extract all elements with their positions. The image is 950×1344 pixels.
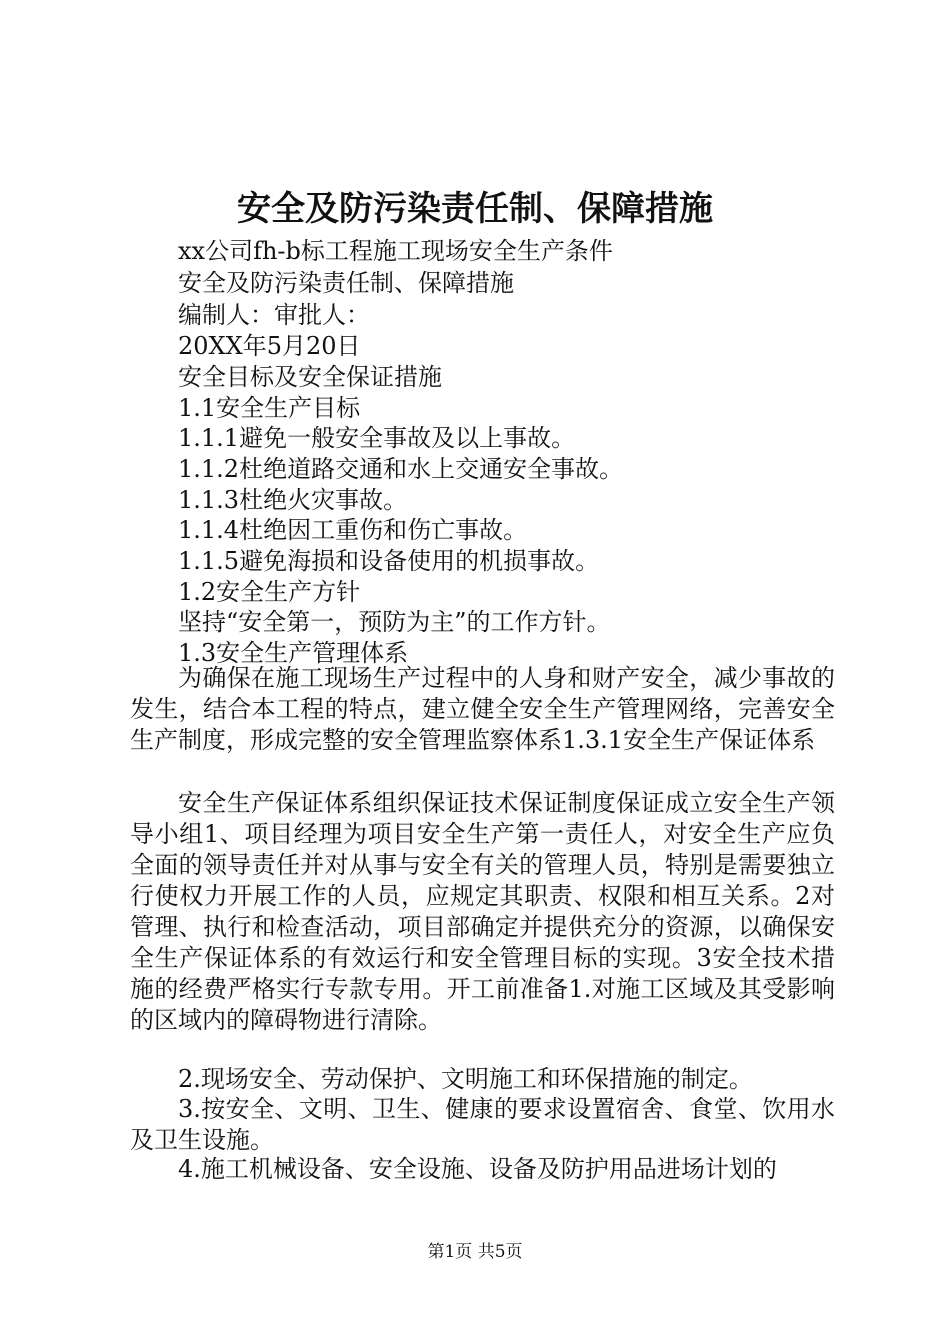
text-line: 20XX年5月20日 [178, 332, 361, 360]
body-paragraph: 3.按安全、文明、卫生、健康的要求设置宿舍、食堂、饮用水及卫生设施。 [130, 1095, 835, 1154]
text-line: 1.1安全生产目标 [178, 394, 361, 422]
page-footer: 第1页 共5页 [427, 1242, 523, 1262]
body-paragraph: 为确保在施工现场生产过程中的人身和财产安全，减少事故的发生，结合本工程的特点，建立健全安全生产管理网络，完善安全生产制度，形成完整的安全管理监察体系1.3.1安全生产保证体系 [130, 664, 835, 754]
text-line: 1.2安全生产方针 [178, 578, 361, 606]
text-line: 1.1.2杜绝道路交通和水上交通安全事故。 [178, 455, 624, 483]
body-paragraph: 安全生产保证体系组织保证技术保证制度保证成立安全生产领导小组1、项目经理为项目安全生产第一责任人，对安全生产应负全面的领导责任并对从事与安全有关的管理人员，特别是需要独立行使权力开展工作的人员，应规定其职责、权限和相互关系。2对管理、执行和检查活动，项目部确定并提供充分的资源，以确保安全生产保证体系的有效运行和安全管理目标的实现。3安全技术措施的经费严格实行专款专用。开工前准备1.对施工区域及其受影响的区域内的障碍物进行清除。 [130, 789, 835, 1034]
document-title: 安全及防污染责任制、保障措施 [237, 189, 713, 229]
text-line: 1.1.3杜绝火灾事故。 [178, 486, 408, 514]
text-line: 安全及防污染责任制、保障措施 [178, 269, 514, 297]
text-line: 1.1.5避免海损和设备使用的机损事故。 [178, 547, 600, 575]
text-line: 编制人：审批人： [178, 301, 370, 329]
text-line: 安全目标及安全保证措施 [178, 363, 442, 391]
text-line: 1.1.1避免一般安全事故及以上事故。 [178, 424, 576, 452]
text-line: 坚持“安全第一，预防为主”的工作方针。 [178, 608, 611, 636]
text-line: 1.3安全生产管理体系 [178, 639, 409, 667]
text-line: xx公司fh-b标工程施工现场安全生产条件 [178, 237, 613, 265]
text-line: 1.1.4杜绝因工重伤和伤亡事故。 [178, 516, 528, 544]
body-paragraph: 2.现场安全、劳动保护、文明施工和环保措施的制定。 [178, 1065, 753, 1093]
body-paragraph: 4.施工机械设备、安全设施、设备及防护用品进场计划的 [178, 1155, 777, 1183]
